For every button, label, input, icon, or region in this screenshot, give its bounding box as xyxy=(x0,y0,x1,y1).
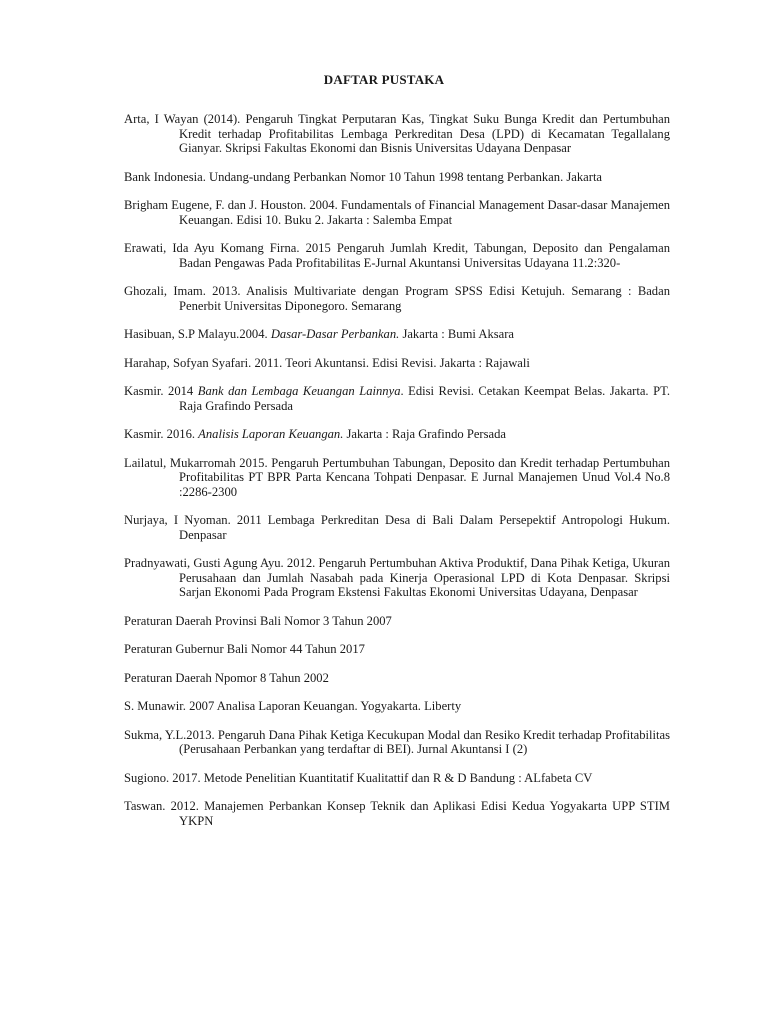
reference-italic-title: Bank dan Lembaga Keuangan Lainnya xyxy=(197,384,401,398)
reference-italic-title: Analisis Laporan Keuangan. xyxy=(198,427,344,441)
reference-entry xyxy=(124,771,670,786)
reference-list xyxy=(124,112,670,842)
reference-entry xyxy=(124,356,670,371)
reference-text: Sukma, Y.L.2013. Pengaruh Dana Pihak Ketiga Kecukupan Modal dan Resiko Kredit terhadap Profitabilitas (Perusahaan Perbankan yang terdaftar di BEI). Jurnal Akuntansi I (2) xyxy=(124,727,670,756)
reference-entry xyxy=(124,284,670,313)
reference-entry xyxy=(124,699,670,714)
reference-text: Taswan. 2012. Manajemen Perbankan Konsep Teknik dan Aplikasi Edisi Kedua Yogyakarta UPP STIM YKPN xyxy=(124,799,670,828)
reference-entry xyxy=(124,513,670,542)
reference-entry xyxy=(124,327,670,342)
reference-entry xyxy=(124,112,670,156)
reference-text: Kasmir. 2016. xyxy=(124,427,199,441)
reference-entry xyxy=(124,456,670,500)
reference-text: Arta, I Wayan (2014). Pengaruh Tingkat Perputaran Kas, Tingkat Suku Bunga Kredit dan Pertumbuhan Kredit terhadap Profitabilitas Lembaga Perkreditan Desa (LPD) di Kecamatan Tegallalang Gianyar. Skripsi Fakultas Ekonomi dan Bisnis Universitas Udayana Denpasar xyxy=(124,112,670,155)
reference-entry xyxy=(124,799,670,828)
reference-text: Ghozali, Imam. 2013. Analisis Multivariate dengan Program SPSS Edisi Ketujuh. Semarang : Badan Penerbit Universitas Diponegoro. Semarang xyxy=(124,284,670,313)
reference-entry xyxy=(124,198,670,227)
reference-text-tail: Jakarta : Raja Grafindo Persada xyxy=(343,427,506,441)
reference-text: Brigham Eugene, F. dan J. Houston. 2004. Fundamentals of Financial Management Dasar-dasar Manajemen Keuangan. Edisi 10. Buku 2. Jakarta : Salemba Empat xyxy=(124,198,670,227)
reference-entry xyxy=(124,556,670,600)
reference-italic-title: Dasar-Dasar Perbankan. xyxy=(270,327,400,341)
reference-entry xyxy=(124,728,670,757)
reference-text: Erawati, Ida Ayu Komang Firna. 2015 Pengaruh Jumlah Kredit, Tabungan, Deposito dan Pengalaman Badan Pengawas Pada Profitabilitas E-Jurnal Akuntansi Universitas Udayana 11.2:320- xyxy=(124,241,670,270)
reference-entry xyxy=(124,384,670,413)
reference-text: Sugiono. 2017. Metode Penelitian Kuantitatif Kualitattif dan R & D Bandung : ALfabeta CV xyxy=(124,770,593,785)
reference-text: Nurjaya, I Nyoman. 2011 Lembaga Perkreditan Desa di Bali Dalam Persepektif Antropologi Hukum. Denpasar xyxy=(124,513,670,542)
reference-text: Kasmir. 2014 xyxy=(124,384,198,398)
reference-text: Peraturan Daerah Provinsi Bali Nomor 3 Tahun 2007 xyxy=(124,613,392,628)
reference-text: Hasibuan, S.P Malayu.2004. xyxy=(124,327,271,341)
reference-entry xyxy=(124,427,670,442)
reference-entry xyxy=(124,671,670,686)
reference-entry xyxy=(124,241,670,270)
reference-text: Lailatul, Mukarromah 2015. Pengaruh Pertumbuhan Tabungan, Deposito dan Kredit terhadap Pertumbuhan Profitabilitas PT BPR Parta Kencana Tohpati Denpasar. E Jurnal Manajemen Unud Vol.4 No.8 :2286-2300 xyxy=(124,455,670,499)
reference-text: Harahap, Sofyan Syafari. 2011. Teori Akuntansi. Edisi Revisi. Jakarta : Rajawali xyxy=(124,355,530,370)
reference-text: Peraturan Daerah Npomor 8 Tahun 2002 xyxy=(124,670,329,685)
page-title: DAFTAR PUSTAKA xyxy=(323,72,445,87)
reference-entry xyxy=(124,614,670,629)
reference-text: Bank Indonesia. Undang-undang Perbankan Nomor 10 Tahun 1998 tentang Perbankan. Jakarta xyxy=(124,169,603,184)
reference-text: Pradnyawati, Gusti Agung Ayu. 2012. Pengaruh Pertumbuhan Aktiva Produktif, Dana Pihak Ketiga, Ukuran Perusahaan dan Jumlah Nasabah pada Kinerja Operasional LPD di Kota Denpasar. Skripsi Sarjan Ekonomi Pada Program Ekstensi Fakultas Ekonomi Universitas Udayana, Denpasar xyxy=(124,556,670,599)
reference-text: Peraturan Gubernur Bali Nomor 44 Tahun 2017 xyxy=(124,642,365,656)
reference-entry xyxy=(124,642,670,657)
reference-entry xyxy=(124,170,670,185)
reference-text-tail: Jakarta : Bumi Aksara xyxy=(399,327,515,341)
reference-text-tail: . Edisi Revisi. Cetakan Keempat Belas. Jakarta. PT. Raja Grafindo Persada xyxy=(179,384,671,413)
reference-text: S. Munawir. 2007 Analisa Laporan Keuangan. Yogyakarta. Liberty xyxy=(124,699,462,713)
